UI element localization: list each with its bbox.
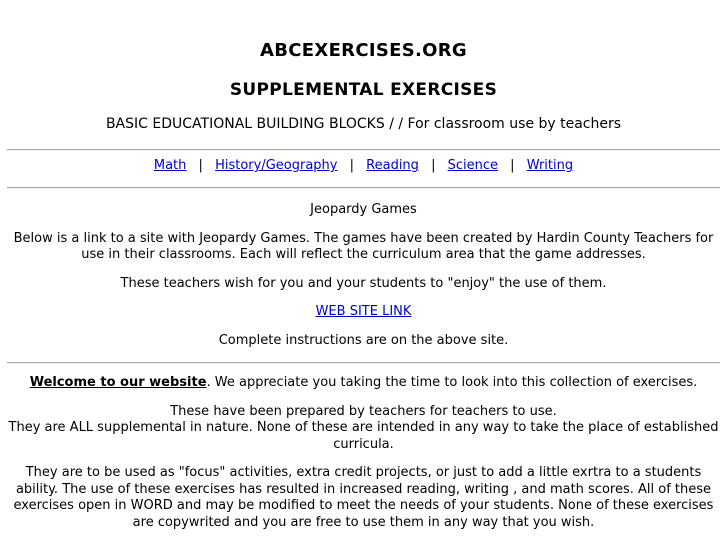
- web-site-link[interactable]: WEB SITE LINK: [315, 304, 412, 319]
- jeopardy-title: Jeopardy Games: [310, 202, 417, 217]
- divider-welcome: [7, 362, 720, 364]
- site-title: ABCEXERCISES.ORG: [260, 40, 467, 61]
- nav-separator: |: [431, 158, 436, 173]
- web-site-link-row: [7, 304, 720, 321]
- divider-top: [7, 149, 720, 151]
- jeopardy-instructions: Complete instructions are on the above site.: [218, 332, 509, 348]
- nav-link-science[interactable]: Science: [447, 158, 499, 173]
- nav-link-reading[interactable]: Reading: [366, 158, 419, 173]
- nav-link-writing[interactable]: Writing: [526, 158, 574, 173]
- welcome-heading: Welcome to our website: [29, 375, 207, 390]
- welcome-paragraph: [7, 375, 720, 392]
- nav-separator: |: [349, 158, 355, 173]
- jeopardy-wish: These teachers wish for you and your students to "enjoy" the use of them.: [120, 275, 607, 291]
- prepared-paragraph: [7, 404, 720, 454]
- nav-separator: |: [510, 158, 515, 173]
- nav-link-history-geography[interactable]: History/Geography: [215, 158, 338, 173]
- focus-paragraph: They are to be used as "focus" activities, extra credit projects, or just to add a little exrtra to a students ability. The use of these exercises has resulted in increased reading, writing , and math scores. All of these exercises open in WORD and may be modified to meet the needs of your students. None of these exercises are copywrited and you are free to use them in any way that you wish.: [13, 465, 714, 530]
- page-subtitle: SUPPLEMENTAL EXERCISES: [229, 80, 498, 100]
- prepared-line-2: They are ALL supplemental in nature. None of these are intended in any way to take the place of established curricula.: [8, 420, 719, 452]
- nav-separator: |: [198, 158, 203, 173]
- nav-link-math[interactable]: Math: [153, 158, 187, 173]
- page-tagline: BASIC EDUCATIONAL BUILDING BLOCKS / / For classroom use by teachers: [105, 116, 622, 132]
- prepared-line-1: These have been prepared by teachers for teachers to use.: [170, 403, 557, 419]
- divider-nav: [7, 187, 720, 189]
- welcome-text: . We appreciate you taking the time to look into this collection of exercises.: [206, 375, 698, 390]
- subject-nav: [7, 157, 720, 175]
- jeopardy-description: Below is a link to a site with Jeopardy Games. The games have been created by Hardin County Teachers for use in their classrooms. Each will reflect the curriculum area that the game addresses.: [13, 230, 714, 262]
